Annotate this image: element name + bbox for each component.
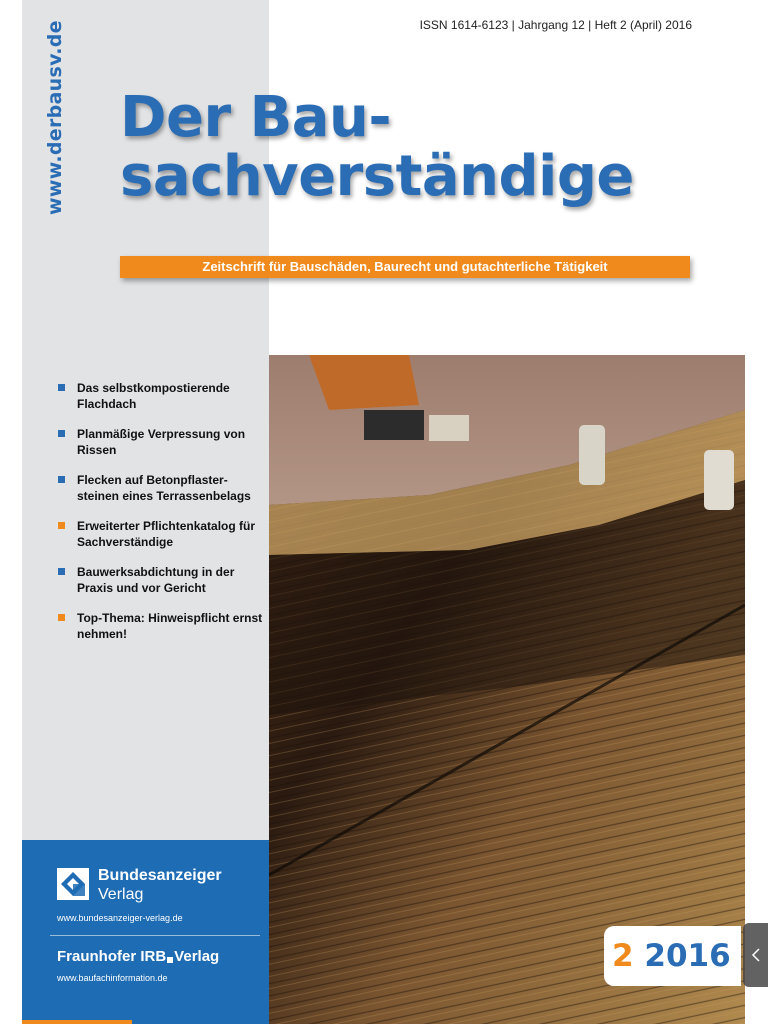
issue-number: 2 [612, 938, 634, 974]
website-url: www.derbausv.de [44, 20, 66, 215]
table-of-contents [58, 380, 263, 656]
magazine-title [120, 85, 634, 209]
bundesanzeiger-logo-icon [57, 868, 89, 900]
toc-item: Planmäßige Verpressung von Rissen [58, 426, 263, 458]
publisher-block [22, 840, 269, 1024]
publisher-url[interactable]: www.bundesanzeiger-verlag.de [57, 913, 183, 923]
chevron-left-icon [751, 947, 761, 963]
toc-item: Top-Thema: Hinweispflicht ernst nehmen! [58, 610, 263, 642]
issue-badge [604, 926, 741, 986]
toc-item: Flecken auf Betonpflastersteinen eines Terrassenbelags [58, 472, 263, 504]
cover-photo [269, 355, 745, 1024]
title-line-1: Der Bau- [120, 85, 392, 150]
irb-url[interactable]: www.baufachinformation.de [57, 973, 168, 983]
toc-item: Bauwerksabdichtung in der Praxis und vor Gericht [58, 564, 263, 596]
irb-square-icon [167, 957, 173, 963]
issue-year: 2016 [644, 938, 731, 974]
bottom-accent-line [22, 1020, 132, 1024]
irb-verlag: Verlag [174, 948, 220, 965]
toc-item: Das selbstkompostierende Flachdach [58, 380, 263, 412]
left-margin [0, 0, 22, 1024]
previous-page-button[interactable] [743, 923, 768, 987]
issn-line: ISSN 1614-6123 | Jahrgang 12 | Heft 2 (April) 2016 [419, 18, 692, 32]
irb-name: Fraunhofer IRB [57, 948, 167, 965]
title-line-2: sachverständige [120, 144, 634, 209]
toc-item: Erweiterter Pflichtenkatalog für Sachverständige [58, 518, 263, 550]
divider [50, 935, 260, 936]
publisher-name-sub: Verlag [98, 886, 144, 903]
subtitle-bar: Zeitschrift für Bauschäden, Baurecht und gutachterliche Tätigkeit [120, 256, 690, 278]
irb-publisher [57, 948, 219, 965]
publisher-name: Bundesanzeiger [98, 867, 222, 884]
